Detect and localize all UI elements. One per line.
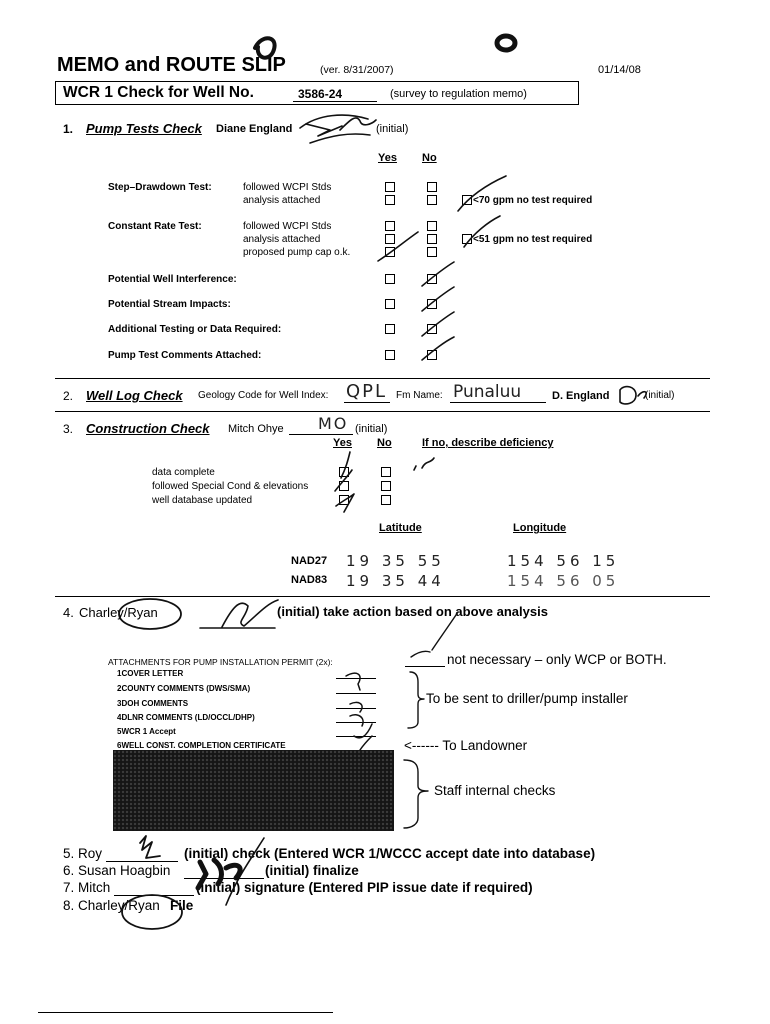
initials-d-england — [620, 387, 646, 404]
attachments-title: ATTACHMENTS FOR PUMP INSTALLATION PERMIT (2x): — [108, 657, 333, 667]
attachment-3: 3DOH COMMENTS — [117, 699, 189, 708]
section4-name: Charley/Ryan — [79, 605, 158, 620]
section2-person: D. England — [552, 390, 610, 402]
section3-initials: MO — [318, 414, 349, 433]
checkbox[interactable] — [427, 234, 437, 244]
checkbox[interactable] — [427, 182, 437, 192]
construction-item-2: followed Special Cond & elevations — [152, 481, 309, 492]
memo-title: MEMO and ROUTE SLIP — [57, 54, 286, 76]
checkbox[interactable] — [427, 324, 437, 334]
divider — [55, 378, 710, 379]
fm-name-value: Punaluu — [453, 382, 522, 402]
attachment-5: 5WCR 1 Accept — [117, 727, 176, 736]
divider — [55, 411, 710, 412]
section2-number: 2. — [63, 389, 74, 403]
initials-section4 — [200, 600, 278, 628]
checkbox[interactable] — [427, 350, 437, 360]
checkbox[interactable] — [381, 467, 391, 477]
staff-checks-note: Staff internal checks — [434, 783, 556, 798]
section1-person: Diane England — [216, 123, 293, 135]
nad27-latitude: 19 35 55 — [346, 552, 445, 570]
version-label: (ver. 8/31/2007) — [320, 64, 394, 76]
section3-initial-line — [289, 434, 353, 435]
longitude-header: Longitude — [513, 522, 567, 534]
bracket-staff-checks — [404, 760, 428, 828]
survey-note: (survey to regulation memo) — [390, 88, 527, 100]
signature-roy — [140, 836, 160, 858]
checkbox[interactable] — [381, 481, 391, 491]
yes-header-1: Yes — [378, 152, 397, 164]
attachment-line — [336, 678, 376, 679]
nad83-label: NAD83 — [291, 574, 328, 586]
step-note: <70 gpm no test required — [473, 195, 593, 206]
attachment-handwriting — [346, 673, 372, 750]
section2-title: Well Log Check — [86, 388, 183, 403]
yes-header-3: Yes — [333, 437, 352, 449]
checkbox[interactable] — [339, 467, 349, 477]
step5-prefix: 5. Roy — [63, 846, 103, 861]
checkbox[interactable] — [385, 182, 395, 192]
to-landowner-note: <------ To Landowner — [404, 738, 528, 753]
section1-initial-label: (initial) — [376, 123, 409, 135]
step7-text: (initial) signature (Entered PIP issue date if required) — [196, 880, 533, 895]
checkbox[interactable] — [427, 221, 437, 231]
checkbox[interactable] — [385, 350, 395, 360]
additional-testing-label: Additional Testing or Data Required: — [108, 324, 282, 335]
slash-mark-not-necessary — [411, 651, 430, 657]
checkbox[interactable] — [385, 234, 395, 244]
signature-diane-england — [300, 115, 376, 143]
checkbox[interactable] — [427, 247, 437, 257]
attachment-line — [336, 722, 376, 723]
constant-item-3: proposed pump cap o.k. — [243, 247, 351, 258]
well-number-line — [293, 101, 377, 102]
nad27-longitude: 154 56 15 — [507, 552, 620, 570]
step-item-2: analysis attached — [243, 195, 321, 206]
attachment-1: 1COVER LETTER — [117, 669, 184, 678]
step-drawdown-label: Step–Drawdown Test: — [108, 182, 212, 193]
checkbox[interactable] — [385, 195, 395, 205]
attachment-4: 4DLNR COMMENTS (LD/OCCL/DHP) — [117, 713, 255, 722]
nad27-label: NAD27 — [291, 555, 328, 567]
stream-impacts-label: Potential Stream Impacts: — [108, 299, 231, 310]
step6-line — [184, 878, 264, 879]
section3-title: Construction Check — [86, 421, 210, 436]
checkbox[interactable] — [385, 274, 395, 284]
bottom-rule — [38, 1012, 333, 1013]
step8-text: File — [170, 898, 194, 913]
attachment-2: 2COUNTY COMMENTS (DWS/SMA) — [117, 684, 251, 693]
geology-code-label: Geology Code for Well Index: — [198, 390, 329, 401]
section4-action: (initial) take action based on above analysis — [277, 604, 548, 619]
constant-note: <51 gpm no test required — [473, 234, 593, 245]
well-interference-label: Potential Well Interference: — [108, 274, 237, 285]
bracket-to-driller — [408, 672, 424, 728]
construction-item-3: well database updated — [152, 495, 253, 506]
not-necessary-note: not necessary – only WCP or BOTH. — [447, 652, 667, 667]
deficiency-header: If no, describe deficiency — [422, 437, 554, 449]
checkbox[interactable] — [462, 195, 472, 205]
fm-name-label: Fm Name: — [396, 390, 443, 401]
section1-title: Pump Tests Check — [86, 121, 202, 136]
step8-prefix: 8. Charley/Ryan — [63, 898, 160, 913]
section3-person: Mitch Ohye — [228, 423, 284, 435]
checkbox[interactable] — [427, 195, 437, 205]
not-necessary-line — [405, 666, 445, 667]
checkbox[interactable] — [385, 299, 395, 309]
geology-code-line — [344, 402, 390, 403]
well-number: 3586-24 — [298, 87, 343, 101]
attachment-line — [336, 736, 376, 737]
step6-text: (initial) finalize — [265, 863, 359, 878]
checkbox[interactable] — [385, 221, 395, 231]
step-item-1: followed WCPI Stds — [243, 182, 332, 193]
checkbox[interactable] — [385, 247, 395, 257]
section3-number: 3. — [63, 422, 74, 436]
checkbox[interactable] — [462, 234, 472, 244]
no-header-1: No — [422, 152, 437, 164]
redacted-block — [113, 750, 394, 831]
nad83-latitude: 19 35 44 — [346, 572, 445, 590]
checkbox[interactable] — [427, 274, 437, 284]
step5-text: (initial) check (Entered WCR 1/WCCC accept date into database) — [184, 846, 596, 861]
step7-line — [114, 895, 194, 896]
fm-name-line — [450, 402, 546, 403]
checkbox[interactable] — [385, 324, 395, 334]
nad83-longitude: 154 56 05 — [507, 572, 620, 590]
checkbox[interactable] — [427, 299, 437, 309]
comments-attached-label: Pump Test Comments Attached: — [108, 350, 262, 361]
checkbox[interactable] — [381, 495, 391, 505]
checkbox[interactable] — [339, 481, 349, 491]
attachment-line — [336, 693, 376, 694]
attachment-line — [336, 708, 376, 709]
step5-line — [106, 861, 178, 862]
no-header-3: No — [377, 437, 392, 449]
scribble-mark-top-right — [497, 36, 515, 50]
construction-item-1: data complete — [152, 467, 215, 478]
section4-number: 4. — [63, 605, 74, 620]
constant-item-1: followed WCPI Stds — [243, 221, 332, 232]
constant-rate-label: Constant Rate Test: — [108, 221, 202, 232]
divider — [55, 596, 710, 597]
constant-item-2: analysis attached — [243, 234, 321, 245]
geology-code-value: QPL — [346, 381, 388, 402]
wcr-check-label: WCR 1 Check for Well No. — [63, 84, 254, 101]
checkbox[interactable] — [339, 495, 349, 505]
section3-initial-label: (initial) — [355, 423, 388, 435]
latitude-header: Latitude — [379, 522, 422, 534]
step7-prefix: 7. Mitch — [63, 880, 111, 895]
section1-number: 1. — [63, 122, 74, 136]
memo-date: 01/14/08 — [598, 64, 641, 76]
section2-initial-label: (initial) — [645, 390, 675, 401]
step6-prefix: 6. Susan Hoagbin — [63, 863, 171, 878]
to-driller-note: To be sent to driller/pump installer — [426, 691, 628, 706]
attachment-6: 6WELL CONST. COMPLETION CERTIFICATE — [117, 741, 286, 750]
